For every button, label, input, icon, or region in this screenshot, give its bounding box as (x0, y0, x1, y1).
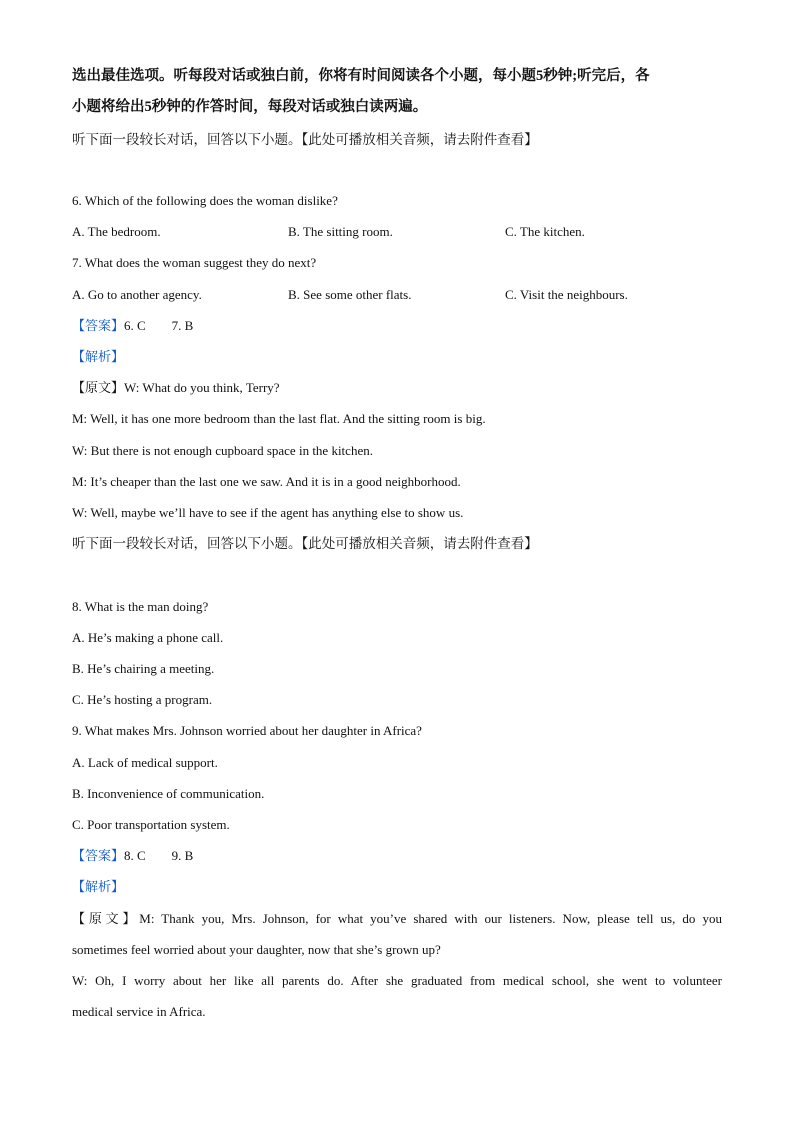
transcript-line: M: Thank you, Mrs. Johnson, for what you’ve shared with our listeners. Now, please tell us, do you (139, 911, 722, 926)
listen-instruction-2: 听下面一段较长对话，回答以下小题。【此处可播放相关音频，请去附件查看】 (72, 536, 538, 551)
transcript-line: W: But there is not enough cupboard space in the kitchen. (72, 443, 373, 458)
analysis-row-1 (72, 347, 124, 367)
transcript-row-1 (72, 378, 280, 398)
q7-option-b: B. See some other flats. (288, 287, 412, 302)
answer-value: 8. C 9. B (124, 848, 194, 863)
transcript-line: M: It’s cheaper than the last one we saw. And it is in a good neighborhood. (72, 474, 461, 489)
q9-option-a: A. Lack of medical support. (72, 755, 218, 770)
question-9: 9. What makes Mrs. Johnson worried about her daughter in Africa? (72, 723, 422, 738)
answer-label: 【答案】 (72, 318, 125, 333)
q9-option-c: C. Poor transportation system. (72, 817, 230, 832)
listen-instruction-1: 听下面一段较长对话，回答以下小题。【此处可播放相关音频，请去附件查看】 (72, 132, 538, 147)
answer-value: 6. C 7. B (124, 318, 194, 333)
q6-option-b: B. The sitting room. (288, 224, 393, 239)
q6-option-a: A. The bedroom. (72, 224, 161, 239)
question-6: 6. Which of the following does the woman dislike? (72, 193, 338, 208)
q7-option-a: A. Go to another agency. (72, 287, 202, 302)
q8-option-b: B. He’s chairing a meeting. (72, 661, 215, 676)
analysis-row-2 (72, 877, 124, 897)
transcript-line: M: Well, it has one more bedroom than the last flat. And the sitting room is big. (72, 411, 486, 426)
q9-option-b: B. Inconvenience of communication. (72, 786, 265, 801)
q6-option-c: C. The kitchen. (505, 224, 585, 239)
transcript-line: W: Oh, I worry about her like all parents do. After she graduated from medical school, she went to volunteer (72, 973, 722, 988)
analysis-label: 【解析】 (72, 879, 125, 894)
intro-line-2: 小题将给出5秒钟的作答时间，每段对话或独白读两遍。 (72, 99, 428, 115)
answer-row-1 (72, 316, 193, 336)
analysis-label: 【解析】 (72, 349, 125, 364)
transcript-label: 【原文】 (72, 911, 140, 926)
question-7: 7. What does the woman suggest they do next? (72, 255, 317, 270)
q8-option-a: A. He’s making a phone call. (72, 630, 224, 645)
transcript-label: 【原文】 (72, 380, 125, 395)
answer-row-2 (72, 846, 193, 866)
intro-line-1: 选出最佳选项。听每段对话或独白前，你将有时间阅读各个小题，每小题5秒钟;听完后，各 (72, 68, 650, 84)
transcript-line: sometimes feel worried about your daughter, now that she’s grown up? (72, 942, 441, 957)
transcript-line: W: What do you think, Terry? (124, 380, 280, 395)
question-8: 8. What is the man doing? (72, 599, 209, 614)
answer-label: 【答案】 (72, 848, 125, 863)
transcript-line: W: Well, maybe we’ll have to see if the agent has anything else to show us. (72, 505, 464, 520)
q8-option-c: C. He’s hosting a program. (72, 692, 213, 707)
transcript-row-2 (72, 909, 722, 929)
transcript-line: medical service in Africa. (72, 1004, 206, 1019)
q7-option-c: C. Visit the neighbours. (505, 287, 628, 302)
